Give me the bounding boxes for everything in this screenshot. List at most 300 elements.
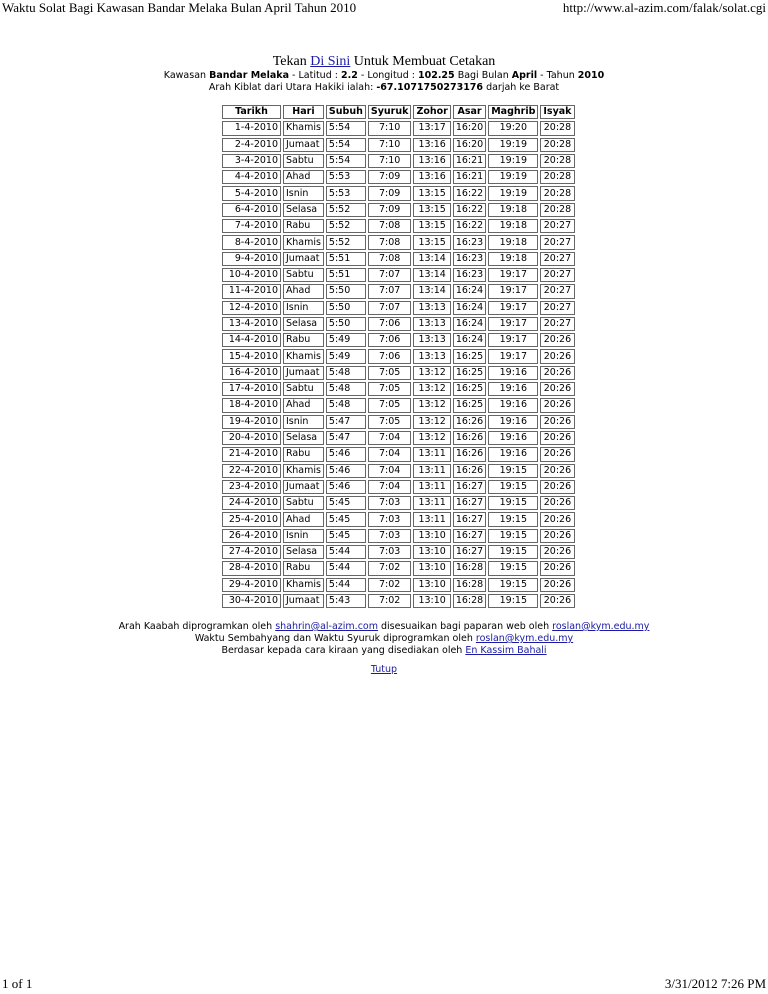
- cell-maghrib: 19:15: [488, 561, 538, 575]
- cell-maghrib: 19:16: [488, 431, 538, 445]
- cell-asar: 16:28: [453, 594, 486, 608]
- cell-hari: Rabu: [283, 333, 324, 347]
- cell-hari: Sabtu: [283, 496, 324, 510]
- table-row: [222, 496, 575, 510]
- print-link[interactable]: Di Sini: [310, 54, 351, 69]
- table-row: [222, 349, 575, 363]
- latitud-value: 2.2: [341, 70, 358, 81]
- cell-hari: Khamis: [283, 464, 324, 478]
- cell-maghrib: 19:15: [488, 529, 538, 543]
- cell-syuruk: 7:04: [368, 431, 412, 445]
- browser-page-url: http://www.al-azim.com/falak/solat.cgi: [562, 0, 766, 15]
- cell-subuh: 5:45: [326, 529, 366, 543]
- header-asar: Asar: [453, 105, 486, 119]
- cell-syuruk: 7:03: [368, 512, 412, 526]
- cell-subuh: 5:54: [326, 138, 366, 152]
- cell-syuruk: 7:03: [368, 529, 412, 543]
- cell-isyak: 20:26: [540, 529, 574, 543]
- table-row: [222, 203, 575, 217]
- cell-zohor: 13:14: [413, 284, 450, 298]
- cell-maghrib: 19:16: [488, 366, 538, 380]
- cell-isyak: 20:26: [540, 480, 574, 494]
- cell-syuruk: 7:04: [368, 447, 412, 461]
- cell-syuruk: 7:09: [368, 203, 412, 217]
- link-kassim-bahali[interactable]: En Kassim Bahali: [465, 645, 547, 656]
- cell-syuruk: 7:02: [368, 594, 412, 608]
- cell-asar: 16:27: [453, 512, 486, 526]
- cell-isyak: 20:26: [540, 333, 574, 347]
- table-row: [222, 512, 575, 526]
- table-row: [222, 301, 575, 315]
- cell-zohor: 13:12: [413, 382, 450, 396]
- cell-zohor: 13:13: [413, 317, 450, 331]
- cell-isyak: 20:26: [540, 561, 574, 575]
- prayer-times-table: [220, 103, 577, 610]
- cell-maghrib: 19:15: [488, 545, 538, 559]
- table-row: [222, 252, 575, 266]
- cell-syuruk: 7:02: [368, 578, 412, 592]
- cell-hari: Selasa: [283, 317, 324, 331]
- cell-maghrib: 19:19: [488, 170, 538, 184]
- cell-syuruk: 7:05: [368, 366, 412, 380]
- cell-hari: Selasa: [283, 545, 324, 559]
- cell-tarikh: 29-4-2010: [222, 578, 281, 592]
- cell-asar: 16:24: [453, 301, 486, 315]
- cell-hari: Ahad: [283, 170, 324, 184]
- longitud-value: 102.25: [417, 70, 455, 81]
- cell-hari: Isnin: [283, 529, 324, 543]
- credits-line2-prefix: Waktu Sembahyang dan Waktu Syuruk diprogramkan oleh: [194, 633, 473, 644]
- cell-zohor: 13:14: [413, 252, 450, 266]
- close-link[interactable]: Tutup: [370, 664, 398, 675]
- cell-maghrib: 19:16: [488, 382, 538, 396]
- cell-hari: Isnin: [283, 301, 324, 315]
- cell-isyak: 20:27: [540, 252, 574, 266]
- cell-tarikh: 30-4-2010: [222, 594, 281, 608]
- cell-maghrib: 19:17: [488, 317, 538, 331]
- cell-asar: 16:28: [453, 561, 486, 575]
- longitud-label: - Longitud :: [360, 70, 415, 81]
- table-row: [222, 333, 575, 347]
- bulan-value: April: [511, 70, 538, 81]
- table-header-row: [222, 105, 575, 119]
- cell-subuh: 5:47: [326, 431, 366, 445]
- cell-isyak: 20:27: [540, 268, 574, 282]
- cell-zohor: 13:16: [413, 138, 450, 152]
- cell-hari: Rabu: [283, 219, 324, 233]
- cell-isyak: 20:26: [540, 496, 574, 510]
- cell-isyak: 20:26: [540, 398, 574, 412]
- cell-tarikh: 18-4-2010: [222, 398, 281, 412]
- cell-subuh: 5:51: [326, 252, 366, 266]
- cell-maghrib: 19:15: [488, 594, 538, 608]
- latitud-label: - Latitud :: [292, 70, 338, 81]
- cell-hari: Sabtu: [283, 268, 324, 282]
- credits-line-1: [0, 621, 768, 633]
- cell-syuruk: 7:02: [368, 561, 412, 575]
- cell-zohor: 13:15: [413, 186, 450, 200]
- table-row: [222, 578, 575, 592]
- credits-line1-mid: disesuaikan bagi paparan web oleh: [381, 621, 550, 632]
- cell-tarikh: 9-4-2010: [222, 252, 281, 266]
- cell-hari: Khamis: [283, 235, 324, 249]
- cell-zohor: 13:10: [413, 578, 450, 592]
- cell-isyak: 20:26: [540, 545, 574, 559]
- cell-zohor: 13:15: [413, 219, 450, 233]
- cell-hari: Ahad: [283, 284, 324, 298]
- cell-isyak: 20:27: [540, 317, 574, 331]
- cell-subuh: 5:43: [326, 594, 366, 608]
- cell-isyak: 20:26: [540, 382, 574, 396]
- table-row: [222, 366, 575, 380]
- cell-tarikh: 13-4-2010: [222, 317, 281, 331]
- cell-maghrib: 19:18: [488, 203, 538, 217]
- cell-hari: Rabu: [283, 561, 324, 575]
- table-row: [222, 121, 575, 135]
- kiblat-info: [0, 82, 768, 94]
- cell-tarikh: 3-4-2010: [222, 154, 281, 168]
- cell-subuh: 5:52: [326, 203, 366, 217]
- cell-subuh: 5:50: [326, 284, 366, 298]
- cell-zohor: 13:10: [413, 561, 450, 575]
- table-row: [222, 284, 575, 298]
- cell-syuruk: 7:03: [368, 545, 412, 559]
- cell-syuruk: 7:08: [368, 219, 412, 233]
- cell-zohor: 13:10: [413, 545, 450, 559]
- cell-isyak: 20:26: [540, 594, 574, 608]
- cell-syuruk: 7:07: [368, 268, 412, 282]
- credits-line3-prefix: Berdasar kepada cara kiraan yang disediakan oleh: [221, 645, 463, 656]
- cell-subuh: 5:52: [326, 219, 366, 233]
- cell-asar: 16:24: [453, 333, 486, 347]
- print-instruction: [0, 53, 768, 71]
- cell-syuruk: 7:07: [368, 301, 412, 315]
- cell-hari: Isnin: [283, 186, 324, 200]
- cell-maghrib: 19:17: [488, 268, 538, 282]
- cell-zohor: 13:16: [413, 170, 450, 184]
- table-row: [222, 219, 575, 233]
- page-count: 1 of 1: [2, 976, 33, 991]
- kiblat-suffix: darjah ke Barat: [486, 82, 560, 93]
- table-row: [222, 398, 575, 412]
- cell-tarikh: 6-4-2010: [222, 203, 281, 217]
- cell-syuruk: 7:10: [368, 121, 412, 135]
- cell-subuh: 5:45: [326, 496, 366, 510]
- cell-maghrib: 19:17: [488, 333, 538, 347]
- cell-tarikh: 26-4-2010: [222, 529, 281, 543]
- cell-subuh: 5:53: [326, 186, 366, 200]
- cell-hari: Jumaat: [283, 252, 324, 266]
- cell-hari: Ahad: [283, 398, 324, 412]
- cell-isyak: 20:26: [540, 512, 574, 526]
- header-maghrib: Maghrib: [488, 105, 538, 119]
- email-link-roslan[interactable]: roslan@kym.edu.my: [552, 621, 650, 632]
- cell-maghrib: 19:19: [488, 186, 538, 200]
- cell-hari: Jumaat: [283, 366, 324, 380]
- cell-isyak: 20:28: [540, 203, 574, 217]
- tahun-value: 2010: [577, 70, 605, 81]
- cell-hari: Khamis: [283, 349, 324, 363]
- cell-zohor: 13:13: [413, 349, 450, 363]
- cell-maghrib: 19:15: [488, 578, 538, 592]
- header-syuruk: Syuruk: [368, 105, 412, 119]
- kiblat-value: -67.1071750273176: [376, 82, 484, 93]
- cell-zohor: 13:11: [413, 447, 450, 461]
- cell-subuh: 5:46: [326, 480, 366, 494]
- cell-syuruk: 7:09: [368, 170, 412, 184]
- table-row: [222, 545, 575, 559]
- header-tarikh: Tarikh: [222, 105, 281, 119]
- cell-syuruk: 7:10: [368, 154, 412, 168]
- credits-line-2: [0, 633, 768, 645]
- cell-asar: 16:26: [453, 431, 486, 445]
- cell-zohor: 13:14: [413, 268, 450, 282]
- cell-maghrib: 19:15: [488, 496, 538, 510]
- cell-tarikh: 1-4-2010: [222, 121, 281, 135]
- cell-zohor: 13:12: [413, 398, 450, 412]
- cell-maghrib: 19:18: [488, 235, 538, 249]
- cell-maghrib: 19:18: [488, 219, 538, 233]
- cell-subuh: 5:54: [326, 154, 366, 168]
- cell-maghrib: 19:16: [488, 415, 538, 429]
- table-row: [222, 594, 575, 608]
- cell-hari: Selasa: [283, 203, 324, 217]
- cell-maghrib: 19:18: [488, 252, 538, 266]
- cell-syuruk: 7:08: [368, 235, 412, 249]
- cell-syuruk: 7:06: [368, 333, 412, 347]
- cell-tarikh: 5-4-2010: [222, 186, 281, 200]
- cell-asar: 16:23: [453, 235, 486, 249]
- cell-tarikh: 10-4-2010: [222, 268, 281, 282]
- cell-hari: Sabtu: [283, 154, 324, 168]
- table-row: [222, 480, 575, 494]
- cell-tarikh: 21-4-2010: [222, 447, 281, 461]
- table-row: [222, 154, 575, 168]
- cell-tarikh: 28-4-2010: [222, 561, 281, 575]
- cell-isyak: 20:28: [540, 170, 574, 184]
- header-subuh: Subuh: [326, 105, 366, 119]
- cell-tarikh: 19-4-2010: [222, 415, 281, 429]
- table-row: [222, 138, 575, 152]
- cell-asar: 16:21: [453, 154, 486, 168]
- cell-maghrib: 19:17: [488, 301, 538, 315]
- cell-subuh: 5:49: [326, 349, 366, 363]
- table-row: [222, 170, 575, 184]
- cell-zohor: 13:17: [413, 121, 450, 135]
- cell-tarikh: 12-4-2010: [222, 301, 281, 315]
- cell-tarikh: 20-4-2010: [222, 431, 281, 445]
- cell-asar: 16:23: [453, 252, 486, 266]
- cell-zohor: 13:10: [413, 529, 450, 543]
- table-row: [222, 529, 575, 543]
- credits: [0, 621, 768, 657]
- cell-subuh: 5:48: [326, 382, 366, 396]
- cell-subuh: 5:46: [326, 464, 366, 478]
- cell-hari: Sabtu: [283, 382, 324, 396]
- cell-tarikh: 4-4-2010: [222, 170, 281, 184]
- cell-syuruk: 7:07: [368, 284, 412, 298]
- table-row: [222, 431, 575, 445]
- cell-tarikh: 17-4-2010: [222, 382, 281, 396]
- cell-tarikh: 11-4-2010: [222, 284, 281, 298]
- print-prefix: Tekan: [272, 54, 307, 69]
- cell-subuh: 5:49: [326, 333, 366, 347]
- cell-asar: 16:22: [453, 186, 486, 200]
- cell-maghrib: 19:15: [488, 480, 538, 494]
- cell-zohor: 13:15: [413, 203, 450, 217]
- cell-zohor: 13:11: [413, 480, 450, 494]
- cell-tarikh: 23-4-2010: [222, 480, 281, 494]
- cell-hari: Rabu: [283, 447, 324, 461]
- cell-syuruk: 7:10: [368, 138, 412, 152]
- print-datetime: 3/31/2012 7:26 PM: [664, 976, 766, 991]
- cell-asar: 16:20: [453, 138, 486, 152]
- cell-subuh: 5:51: [326, 268, 366, 282]
- cell-zohor: 13:11: [413, 464, 450, 478]
- cell-tarikh: 2-4-2010: [222, 138, 281, 152]
- cell-asar: 16:23: [453, 268, 486, 282]
- table-row: [222, 235, 575, 249]
- close-container: [0, 664, 768, 676]
- cell-asar: 16:25: [453, 366, 486, 380]
- cell-tarikh: 7-4-2010: [222, 219, 281, 233]
- cell-subuh: 5:44: [326, 545, 366, 559]
- cell-subuh: 5:46: [326, 447, 366, 461]
- cell-zohor: 13:13: [413, 301, 450, 315]
- cell-syuruk: 7:05: [368, 382, 412, 396]
- cell-tarikh: 15-4-2010: [222, 349, 281, 363]
- cell-zohor: 13:16: [413, 154, 450, 168]
- cell-zohor: 13:11: [413, 496, 450, 510]
- cell-hari: Selasa: [283, 431, 324, 445]
- cell-zohor: 13:13: [413, 333, 450, 347]
- cell-tarikh: 16-4-2010: [222, 366, 281, 380]
- cell-asar: 16:26: [453, 415, 486, 429]
- cell-subuh: 5:53: [326, 170, 366, 184]
- header-hari: Hari: [283, 105, 324, 119]
- cell-isyak: 20:28: [540, 154, 574, 168]
- credits-line1-prefix: Arah Kaabah diprogramkan oleh: [118, 621, 273, 632]
- cell-subuh: 5:54: [326, 121, 366, 135]
- cell-isyak: 20:26: [540, 447, 574, 461]
- table-row: [222, 382, 575, 396]
- cell-subuh: 5:50: [326, 317, 366, 331]
- cell-tarikh: 25-4-2010: [222, 512, 281, 526]
- cell-subuh: 5:48: [326, 366, 366, 380]
- cell-tarikh: 24-4-2010: [222, 496, 281, 510]
- cell-maghrib: 19:15: [488, 512, 538, 526]
- cell-isyak: 20:26: [540, 349, 574, 363]
- cell-asar: 16:25: [453, 382, 486, 396]
- cell-syuruk: 7:05: [368, 398, 412, 412]
- cell-zohor: 13:12: [413, 366, 450, 380]
- cell-asar: 16:20: [453, 121, 486, 135]
- cell-asar: 16:24: [453, 317, 486, 331]
- cell-isyak: 20:27: [540, 219, 574, 233]
- cell-maghrib: 19:16: [488, 398, 538, 412]
- cell-subuh: 5:47: [326, 415, 366, 429]
- table-row: [222, 561, 575, 575]
- email-link-roslan-2[interactable]: roslan@kym.edu.my: [475, 633, 574, 644]
- kiblat-label: Arah Kiblat dari Utara Hakiki ialah:: [208, 82, 374, 93]
- cell-subuh: 5:45: [326, 512, 366, 526]
- cell-hari: Jumaat: [283, 594, 324, 608]
- cell-asar: 16:25: [453, 349, 486, 363]
- cell-maghrib: 19:19: [488, 154, 538, 168]
- cell-asar: 16:27: [453, 529, 486, 543]
- table-row: [222, 186, 575, 200]
- table-row: [222, 447, 575, 461]
- cell-isyak: 20:26: [540, 366, 574, 380]
- cell-asar: 16:27: [453, 545, 486, 559]
- cell-isyak: 20:27: [540, 301, 574, 315]
- cell-asar: 16:25: [453, 398, 486, 412]
- cell-syuruk: 7:05: [368, 415, 412, 429]
- header-zohor: Zohor: [413, 105, 450, 119]
- bulan-label: Bagi Bulan: [457, 70, 509, 81]
- credits-line-3: [0, 645, 768, 657]
- cell-isyak: 20:26: [540, 578, 574, 592]
- cell-isyak: 20:28: [540, 138, 574, 152]
- kawasan-value: Bandar Melaka: [209, 70, 289, 81]
- cell-hari: Khamis: [283, 578, 324, 592]
- table-row: [222, 464, 575, 478]
- cell-zohor: 13:12: [413, 415, 450, 429]
- cell-tarikh: 14-4-2010: [222, 333, 281, 347]
- cell-isyak: 20:26: [540, 431, 574, 445]
- cell-asar: 16:22: [453, 203, 486, 217]
- cell-hari: Ahad: [283, 512, 324, 526]
- cell-subuh: 5:44: [326, 561, 366, 575]
- table-row: [222, 415, 575, 429]
- cell-isyak: 20:26: [540, 464, 574, 478]
- location-info: [0, 70, 768, 82]
- cell-isyak: 20:27: [540, 235, 574, 249]
- cell-hari: Jumaat: [283, 138, 324, 152]
- cell-zohor: 13:12: [413, 431, 450, 445]
- cell-isyak: 20:28: [540, 186, 574, 200]
- cell-zohor: 13:10: [413, 594, 450, 608]
- cell-subuh: 5:50: [326, 301, 366, 315]
- cell-syuruk: 7:04: [368, 480, 412, 494]
- kawasan-label: Kawasan: [163, 70, 207, 81]
- cell-syuruk: 7:03: [368, 496, 412, 510]
- email-link-shahrin[interactable]: shahrin@al-azim.com: [275, 621, 378, 632]
- cell-asar: 16:21: [453, 170, 486, 184]
- cell-maghrib: 19:15: [488, 464, 538, 478]
- cell-maghrib: 19:20: [488, 121, 538, 135]
- table-row: [222, 268, 575, 282]
- cell-isyak: 20:26: [540, 415, 574, 429]
- cell-asar: 16:24: [453, 284, 486, 298]
- cell-subuh: 5:44: [326, 578, 366, 592]
- cell-asar: 16:28: [453, 578, 486, 592]
- cell-maghrib: 19:17: [488, 284, 538, 298]
- cell-syuruk: 7:09: [368, 186, 412, 200]
- cell-tarikh: 27-4-2010: [222, 545, 281, 559]
- cell-hari: Khamis: [283, 121, 324, 135]
- cell-maghrib: 19:17: [488, 349, 538, 363]
- cell-syuruk: 7:08: [368, 252, 412, 266]
- cell-syuruk: 7:04: [368, 464, 412, 478]
- cell-maghrib: 19:16: [488, 447, 538, 461]
- header-isyak: Isyak: [540, 105, 574, 119]
- cell-asar: 16:26: [453, 464, 486, 478]
- table-row: [222, 317, 575, 331]
- cell-asar: 16:27: [453, 480, 486, 494]
- cell-zohor: 13:11: [413, 512, 450, 526]
- cell-zohor: 13:15: [413, 235, 450, 249]
